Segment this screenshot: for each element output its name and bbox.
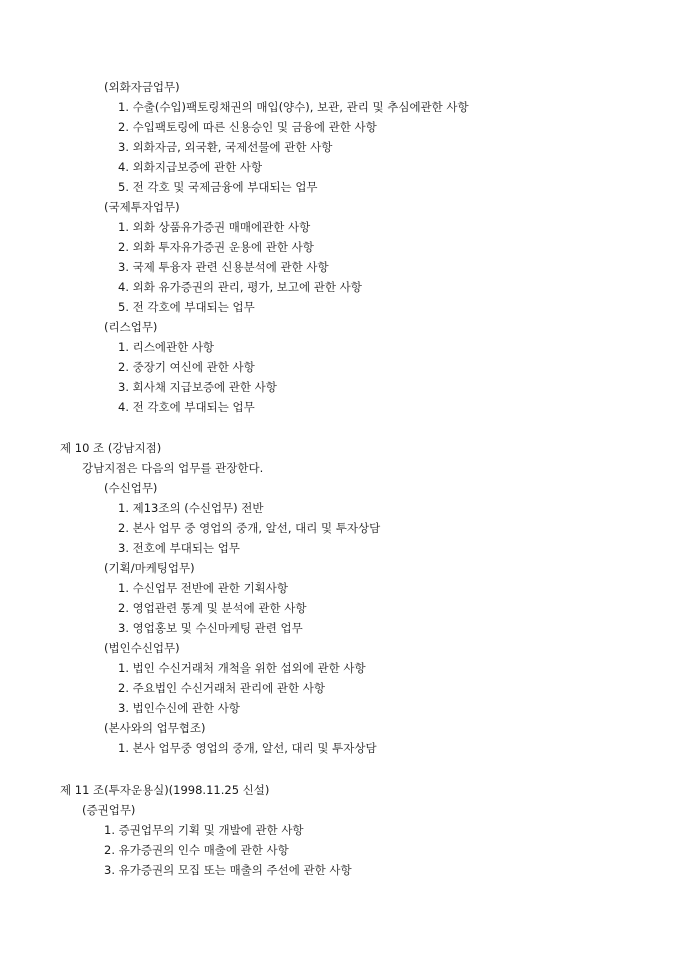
list-item: 3. 국제 투융자 관련 신용분석에 관한 사항	[118, 260, 329, 274]
article-10-intro: 강남지점은 다음의 업무를 관장한다.	[82, 461, 264, 475]
list-item: 4. 전 각호에 부대되는 업무	[118, 400, 255, 414]
list-item: 3. 법인수신에 관한 사항	[118, 701, 240, 715]
section-header-coop: (본사와의 업무협조)	[104, 721, 206, 735]
list-item: 3. 유가증권의 모집 또는 매출의 주선에 관한 사항	[104, 863, 352, 877]
list-item: 2. 영업관련 통계 및 분석에 관한 사항	[118, 601, 307, 615]
list-item: 2. 본사 업무 중 영업의 중개, 알선, 대리 및 투자상담	[118, 521, 381, 535]
list-item: 5. 전 각호 및 국제금융에 부대되는 업무	[118, 180, 318, 194]
list-item: 1. 증권업무의 기획 및 개발에 관한 사항	[104, 823, 304, 837]
list-item: 3. 영업홍보 및 수신마케팅 관련 업무	[118, 621, 303, 635]
list-item: 1. 외화 상품유가증권 매매에관한 사항	[118, 220, 311, 234]
list-item: 3. 외화자금, 외국환, 국제선물에 관한 사항	[118, 140, 333, 154]
list-item: 2. 외화 투자유가증권 운용에 관한 사항	[118, 240, 314, 254]
list-item: 1. 수신업무 전반에 관한 기획사항	[118, 581, 289, 595]
list-item: 2. 유가증권의 인수 매출에 관한 사항	[104, 843, 289, 857]
list-item: 3. 전호에 부대되는 업무	[118, 541, 240, 555]
section-header-lease: (리스업무)	[104, 320, 158, 334]
list-item: 2. 중장기 여신에 관한 사항	[118, 360, 255, 374]
list-item: 1. 리스에관한 사항	[118, 340, 215, 354]
section-header-fx: (외화자금업무)	[104, 80, 180, 94]
section-header-intl: (국제투자업무)	[104, 200, 180, 214]
list-item: 1. 제13조의 (수신업무) 전반	[118, 501, 264, 515]
list-item: 1. 본사 업무중 영업의 중개, 알선, 대리 및 투자상담	[118, 741, 377, 755]
list-item: 2. 수입팩토링에 따른 신용승인 및 금융에 관한 사항	[118, 120, 377, 134]
list-item: 2. 주요법인 수신거래처 관리에 관한 사항	[118, 681, 325, 695]
list-item: 1. 법인 수신거래처 개척을 위한 섭외에 관한 사항	[118, 661, 366, 675]
section-header-planning: (기획/마케팅업무)	[104, 561, 195, 575]
section-header-securities: (증권업무)	[82, 803, 136, 817]
list-item: 1. 수출(수입)팩토링채권의 매입(양수), 보관, 관리 및 추심에관한 사항	[118, 100, 469, 114]
list-item: 4. 외화지급보증에 관한 사항	[118, 160, 263, 174]
article-11-title: 제 11 조(투자운용실)(1998.11.25 신설)	[60, 783, 270, 797]
section-header-deposit: (수신업무)	[104, 481, 158, 495]
list-item: 4. 외화 유가증권의 관리, 평가, 보고에 관한 사항	[118, 280, 362, 294]
section-header-corp: (법인수신업무)	[104, 641, 180, 655]
article-10-title: 제 10 조 (강남지점)	[60, 441, 162, 455]
list-item: 5. 전 각호에 부대되는 업무	[118, 300, 255, 314]
list-item: 3. 회사채 지급보증에 관한 사항	[118, 380, 277, 394]
